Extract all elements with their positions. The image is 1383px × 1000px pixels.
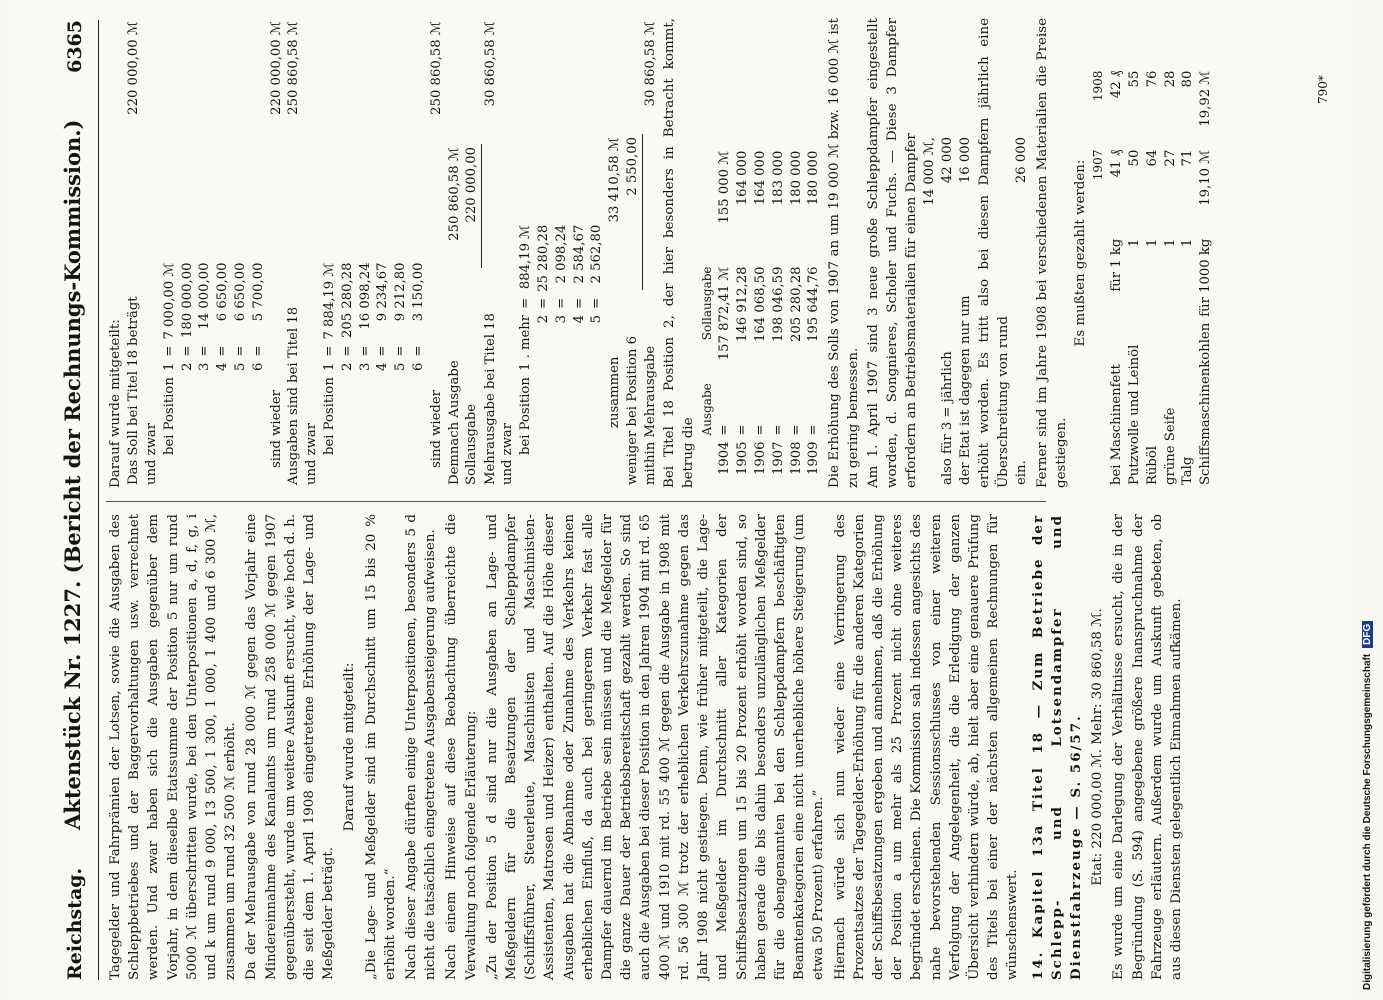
position-amount: 6 650,00 — [215, 262, 231, 322]
paragraph: Tagegelder und Fahrprämien der Lotsen, sowie die Ausgaben des Schleppbetriebes und der Baggervorhaltungen usw. verrechnet werden. Und zwar haben sich die Ausgaben gegenüber dem Vorjahr, in dem dieselbe Etatssumme der Position 5 nur um rund 5000 ℳ überschritten wurde, bei den Unterpositionen a, d, f, g, i und k um rund 9 000, 13 500, 1 300, 1 000, 1 400 und 6 300 ℳ, zusammen um rund 32 500 ℳ erhöht. — [108, 514, 239, 980]
equals-sign: = — [393, 345, 409, 357]
bei-position: bei Position — [321, 377, 337, 455]
position-row — [214, 260, 232, 458]
sind-wieder-label: sind wieder — [268, 390, 284, 468]
header-title: (Bericht der Rechnungs-Kommission.) — [60, 119, 85, 574]
dfg-stamp — [1362, 10, 1378, 990]
amount-16000: 16 000 — [957, 137, 973, 184]
bei-position — [357, 374, 375, 458]
left-column — [106, 514, 1188, 980]
soll-value: 180 000 — [806, 150, 822, 206]
soll-value: 164 000 — [752, 150, 768, 206]
etat-line: Etat: 220 000,00 ℳ. Mehr: 30 860,58 ℳ. — [1090, 608, 1106, 886]
equals-sign: = — [321, 345, 337, 357]
price-unit: 1 — [1162, 238, 1178, 248]
bei-position — [339, 374, 357, 458]
position-row — [517, 222, 535, 458]
position-amount: 25 280,28 — [536, 224, 552, 292]
price-item: bei Maschinenfett — [1109, 364, 1125, 485]
th-year — [699, 438, 717, 478]
equals-sign: = — [232, 345, 248, 357]
ausgabe-value: 250 860,58 ℳ — [446, 147, 462, 241]
equals-sign: = — [250, 345, 266, 357]
equals-sign: = — [735, 424, 751, 436]
zusammen-amount: 33 410,58 ℳ — [607, 137, 623, 223]
position-number: 4 — [215, 362, 231, 371]
weniger-amount: 2 550,00 — [624, 134, 642, 290]
demnach-table — [446, 18, 518, 488]
price-1908: 19,92 ℳ — [1198, 70, 1214, 127]
mehrausgabe-amount: 30 860,58 ℳ — [482, 21, 498, 107]
paragraph: Nach dieser Angabe dürften einige Unterpositionen, besonders 5 d nicht die tatsächlich eingetretene Ausgabensteigerung aufweisen. — [404, 514, 439, 980]
soll-value: 155 000 ℳ — [717, 150, 733, 224]
equals-sign: = — [536, 297, 552, 309]
position-amount: 2 098,24 — [553, 224, 569, 284]
equals-sign: = — [161, 345, 177, 357]
position-row — [179, 260, 197, 458]
year-row — [788, 148, 806, 478]
sind-wieder-amount: 220 000,00 ℳ — [268, 21, 284, 115]
position-row — [588, 222, 606, 458]
page-header — [56, 20, 96, 980]
ausgabe-value: 205 280,28 — [788, 266, 804, 342]
amount-42000: 42 000 — [939, 137, 955, 184]
zusammen-table — [606, 18, 660, 488]
price-item: Talg — [1180, 456, 1196, 485]
position-number: 1 — [321, 362, 337, 371]
equals-sign: = — [806, 424, 822, 436]
price-1907: 71 — [1180, 149, 1196, 167]
price-1907: 27 — [1162, 149, 1178, 167]
paragraph: Da der Mehrausgabe von rund 28 000 ℳ gegen das Vorjahr eine Mindereinnahme des Kanalamts um rund 258 000 ℳ gegen 1907 gegenübersteht, wurde um weitere Auskunft ersucht, wie hoch d. h. die seit dem 1. April 1908 eingetretene Erhöhung der Lage- und Meßgelder beträgt. — [244, 514, 337, 980]
header-aktenstueck: Aktenstück Nr. 1227. — [60, 580, 85, 830]
header-page-number: 6365 — [64, 20, 86, 73]
quote-paragraph: „Zu der Position 5 d sind nur die Ausgaben an Lage- und Meßgeldern für die Besatzungen der Schleppdampfer (Schiffsführer, Steuerleute, Maschinisten und Maschinisten-Assistenten, Matrosen und Heizer) enthalten. Auf die Höhe dieser Ausgaben hat die Abnahme oder Zunahme des Verkehrs keinen erheblichen Einfluß, da auch bei geringerem Verkehr fast alle Dampfer dauernd im Betriebe sein müssen und die Meßgelder für die ganze Dauer der Betriebsbereitschaft gezahlt werden. So sind auch die Ausgaben bei dieser Position in den Jahren 1904 mit rd. 65 400 ℳ und 1910 mit rd. 55 400 ℳ gegen die Ausgabe in 1908 mit rd. 56 300 ℳ trotz der erheblichen Verkehrszunahme gegen das Jahr 1908 nicht gestiegen. Denn, wie früher mitgeteilt, die Lage- und Meßgelder im Durchschnitt aller Kategorien der Schiffsbesatzungen um 15 bis 20 Prozent erhöht worden sind, so haben gerade die bis dahin besonders unzulänglichen Meßgelder für die obengenannten bei den Schleppdampfern beschäftigten Beamtenkategorien eine nicht unerhebliche höhere Steigerung (um etwa 50 Prozent) erfahren.“ — [484, 514, 827, 980]
paragraph: Darauf wurde mitgeteilt: — [342, 662, 358, 832]
soll-value: 180 000 — [788, 150, 804, 206]
position-row — [410, 260, 428, 458]
paragraph: Am 1. April 1907 sind 3 neue große Schleppdampfer eingestellt worden, d. Songnieres, Scholer und Fuchs. — Diese 3 Dampfer erfordern an Betriebsmaterialien für einen Dampfer — [865, 18, 919, 488]
price-row — [1126, 68, 1144, 488]
bei-position — [179, 374, 197, 458]
position-number: 1 . mehr — [518, 314, 534, 371]
equals-sign: = — [410, 345, 426, 357]
position-row — [232, 260, 250, 458]
price-1908: 28 — [1162, 70, 1178, 88]
soll-amount: 220 000,00 ℳ — [126, 21, 142, 115]
equals-sign: = — [589, 297, 605, 309]
mehr-positions — [517, 222, 606, 458]
position-row — [196, 260, 214, 458]
bei-position — [410, 374, 428, 458]
equals-sign: = — [197, 345, 213, 357]
price-1907: 19,10 ℳ — [1198, 149, 1214, 206]
sind-wieder-label: sind wieder — [428, 390, 444, 468]
ist-total-row — [428, 18, 446, 488]
equals-sign: = — [179, 345, 195, 357]
bei-position — [553, 374, 571, 458]
equals-sign: = — [518, 297, 534, 309]
section-heading: 14. Kapitel 13a Titel 18 — Zum Betriebe der Schlepp- und Lotsendampfer und Dienstfahrzeuge — S. 56/57. — [1029, 514, 1084, 980]
ausgabe-value: 146 912,28 — [735, 266, 751, 342]
soll-positions — [161, 260, 268, 458]
bei-position — [196, 374, 214, 458]
bei-position — [232, 374, 250, 458]
mehrausgabe-label: Mehrausgabe bei Titel 18 — [482, 313, 498, 485]
price-year-1908: 1908 — [1091, 70, 1106, 102]
equals-sign: = — [788, 424, 804, 436]
equals-sign: = — [215, 345, 231, 357]
ein-label: ein. — [1013, 460, 1029, 485]
price-1907: 64 — [1144, 149, 1160, 167]
demnach-label: Demnach Ausgabe — [446, 360, 462, 485]
year: 1906 — [752, 441, 768, 475]
dfg-stamp-text: Digitalisierung gefördert durch die Deutsche Forschungsgemeinschaft — [1362, 653, 1373, 990]
position-number: 2 — [339, 362, 355, 371]
dampfer-table — [921, 18, 974, 488]
und-zwar: und zwar — [144, 422, 159, 485]
header-center — [60, 120, 85, 830]
bei-position — [374, 374, 392, 458]
ausgaben-amount: 250 860,58 ℳ — [286, 21, 302, 115]
dfg-stamp-text-wrap — [1362, 10, 1373, 990]
paragraph: Hiernach würde sich nun wieder eine Verringerung des Prozentsatzes der Tagegelder-Erhöhung für die anderen Kategorien der Schiffsbesatzungen ergeben und annehmen, daß die Erhöhung der Position a um mehr als 25 Prozent nicht ohne weiteres begründet erscheinen. Die Kommission sah indessen angesichts des nahe bevorstehenden Sessionsschlusses von einer weiteren Verfolgung der Angelegenheit, die die Erledigung der ganzen Übersicht verhindern würde, ab, hielt aber eine genauere Prüfung des Titels bei einer der nächsten allgemeinen Rechnungen für wünschenswert. — [832, 514, 1021, 980]
position-row — [374, 260, 392, 458]
position-row — [571, 222, 589, 458]
position-row — [357, 260, 375, 458]
und-zwar: und zwar — [500, 422, 516, 485]
price-1908: 76 — [1144, 70, 1160, 88]
yearly-table — [699, 148, 824, 478]
intro-line: Darauf wurde mitgeteilt: — [108, 319, 123, 488]
position-number: 6 — [250, 362, 266, 371]
price-unit: 1 — [1126, 238, 1142, 248]
position-row — [553, 222, 571, 458]
position-number: 3 — [357, 362, 373, 371]
position-number: 5 — [589, 314, 605, 324]
price-row — [1144, 68, 1162, 488]
bei-position: bei Position — [518, 377, 534, 455]
price-1907: 50 — [1126, 149, 1142, 167]
soll-value: 183 000 — [770, 150, 786, 206]
position-amount: 180 000,00 — [179, 262, 195, 339]
th-soll: Sollausgabe — [699, 266, 714, 341]
position-amount: 3 150,00 — [410, 262, 426, 322]
bei-position — [535, 374, 553, 458]
position-number: 2 — [536, 314, 552, 324]
position-row — [250, 260, 268, 458]
price-row — [1179, 68, 1197, 488]
price-year-1907: 1907 — [1091, 149, 1106, 181]
position-row — [535, 222, 553, 458]
price-item: grüne Seife — [1162, 407, 1178, 485]
position-amount: 14 000,00 — [197, 262, 213, 330]
price-unit: für 1 kg — [1109, 238, 1125, 292]
position-row — [161, 260, 179, 458]
position-amount: 5 700,00 — [250, 262, 266, 322]
position-amount: 7 884,19 ℳ — [321, 262, 337, 340]
position-amount: 205 280,28 — [339, 262, 355, 339]
price-1908: 55 — [1126, 70, 1142, 88]
ausgabe-value: 198 046,59 — [770, 266, 786, 342]
amount-14000: 14 000 ℳ, — [922, 137, 938, 206]
position-number: 4 — [571, 314, 587, 324]
equals-sign: = — [339, 345, 355, 357]
position-number: 5 — [232, 362, 248, 371]
price-table — [1090, 68, 1215, 488]
position-row — [339, 260, 357, 458]
equals-sign: = — [770, 424, 786, 436]
position-number: 3 — [197, 362, 213, 371]
bei-position — [588, 374, 606, 458]
mithin-amount: 30 860,58 ℳ — [643, 21, 659, 107]
bei-position — [250, 374, 268, 458]
rund-row — [1013, 18, 1031, 488]
etat-label: der Etat ist dagegen nur um — [957, 295, 973, 485]
ausgabe-value: 164 068,50 — [752, 266, 768, 342]
price-unit: 1 — [1144, 238, 1160, 248]
dfg-logo: DFG — [1362, 621, 1373, 648]
price-item: Rüböl — [1144, 445, 1160, 485]
year-row — [752, 148, 770, 478]
equals-sign: = — [752, 424, 768, 436]
position-amount: 2 562,80 — [589, 224, 605, 284]
price-unit: für 1000 kg — [1198, 238, 1214, 317]
position-row — [321, 260, 339, 458]
position-amount: 2 584,67 — [571, 224, 587, 284]
position-number: 6 — [410, 362, 426, 371]
equals-sign: = — [357, 345, 373, 357]
position-number: 5 — [393, 362, 409, 371]
bei-position — [392, 374, 410, 458]
sollausgabe-label: Sollausgabe — [464, 403, 480, 485]
position-row — [392, 260, 410, 458]
also-label: also für 3 = jährlich — [939, 351, 955, 485]
year: 1908 — [788, 441, 804, 475]
year: 1909 — [806, 441, 822, 475]
price-item: Putzwolle und Leinöl — [1126, 344, 1142, 485]
header-rule — [98, 20, 99, 980]
year: 1905 — [735, 441, 751, 475]
year: 1904 — [717, 441, 733, 475]
soll-table — [125, 18, 161, 488]
position-number: 2 — [179, 362, 195, 371]
sollausgabe-value: 220 000,00 — [463, 144, 481, 268]
column-divider — [106, 501, 1046, 502]
position-amount: 9 212,80 — [393, 262, 409, 322]
price-item: Schiffsmaschinenkohlen — [1198, 322, 1214, 485]
equals-sign: = — [717, 424, 733, 436]
price-row — [1108, 68, 1126, 488]
equals-sign: = — [571, 297, 587, 309]
position-amount: 6 650,00 — [232, 262, 248, 322]
ist-positions — [321, 260, 428, 458]
year: 1907 — [770, 441, 786, 475]
bei-position: bei Position — [161, 377, 177, 455]
year-row — [770, 148, 788, 478]
position-amount: 884,19 ℳ — [518, 224, 534, 290]
paragraph: Ferner sind im Jahre 1908 bei verschiedenen Materialien die Preise gestiegen. — [1034, 18, 1069, 488]
price-row — [1197, 68, 1215, 488]
price-1907: 41 ₰ — [1109, 149, 1125, 178]
paragraph: Es wurde um eine Darlegung der Verhältnisse ersucht, die in der Begründung (S. 594) angegebene größere Inanspruchnahme der Fahrzeuge erläutern. Außerdem wurde um Auskunft gebeten, ob aus diesen Diensten gelegentlich Einnahmen aufkämen. — [1111, 514, 1184, 980]
ausgabe-value: 157 872,41 ℳ — [717, 266, 733, 361]
position-2-text: Bei Titel 18 Position 2, der hier besonders in Betracht kommt, betrug die — [662, 18, 697, 488]
footer-number: 790* — [1316, 75, 1330, 104]
equals-sign: = — [553, 297, 569, 309]
sind-wieder-row — [268, 18, 321, 488]
position-number: 4 — [375, 362, 391, 371]
th-ausgabe: Ausgabe — [699, 383, 714, 436]
rotated-page-content — [10, 0, 1350, 1000]
und-zwar: und zwar — [304, 422, 320, 485]
year-row — [734, 148, 752, 478]
paragraph: Es mußten gezahlt werden: — [1073, 159, 1089, 347]
bei-position — [571, 374, 589, 458]
position-number: 3 — [553, 314, 569, 324]
year-row — [716, 148, 734, 478]
position-amount: 16 098,24 — [357, 262, 373, 330]
zusammen-label: zusammen — [607, 356, 623, 428]
right-column — [106, 18, 1215, 488]
price-1908: 80 — [1180, 70, 1196, 88]
year-row — [805, 148, 823, 478]
amount-26000: 26 000 — [1013, 137, 1029, 184]
price-row — [1162, 68, 1180, 488]
price-1908: 42 ₰ — [1109, 70, 1125, 99]
ausgaben-label: Ausgaben sind bei Titel 18 — [286, 306, 302, 485]
paragraph: Nach einem Hinweise auf diese Beobachtung überreichte die Verwaltung noch folgende Erläuterung: — [444, 514, 479, 980]
mithin-label: mithin Mehrausgabe — [643, 345, 659, 485]
soll-value: 164 000 — [735, 150, 751, 206]
bei-position — [214, 374, 232, 458]
soll-label: Das Soll bei Titel 18 beträgt — [126, 296, 142, 485]
quote-paragraph: „Die Lage- und Meßgelder sind im Durchschnitt um 15 bis 20 % erhöht worden.“ — [363, 514, 398, 980]
equals-sign: = — [375, 345, 391, 357]
weniger-label: weniger bei Position 6 — [625, 336, 641, 485]
paragraph: Die Erhöhung des Solls von 1907 an um 19 000 ℳ bzw. 16 000 ℳ ist zu gering bemessen. — [827, 18, 862, 488]
paragraph: erhöht worden. Es tritt also bei diesen Dampfern jährlich eine Überschreitung von rund — [976, 18, 1011, 488]
position-amount: 9 234,67 — [375, 262, 391, 322]
ausgabe-value: 195 644,76 — [806, 266, 822, 342]
ist-total-amount: 250 860,58 ℳ — [428, 21, 444, 115]
header-left: Reichstag. — [64, 867, 86, 980]
position-amount: 7 000,00 ℳ — [161, 262, 177, 340]
position-number: 1 — [161, 362, 177, 371]
price-unit: 1 — [1180, 238, 1196, 248]
